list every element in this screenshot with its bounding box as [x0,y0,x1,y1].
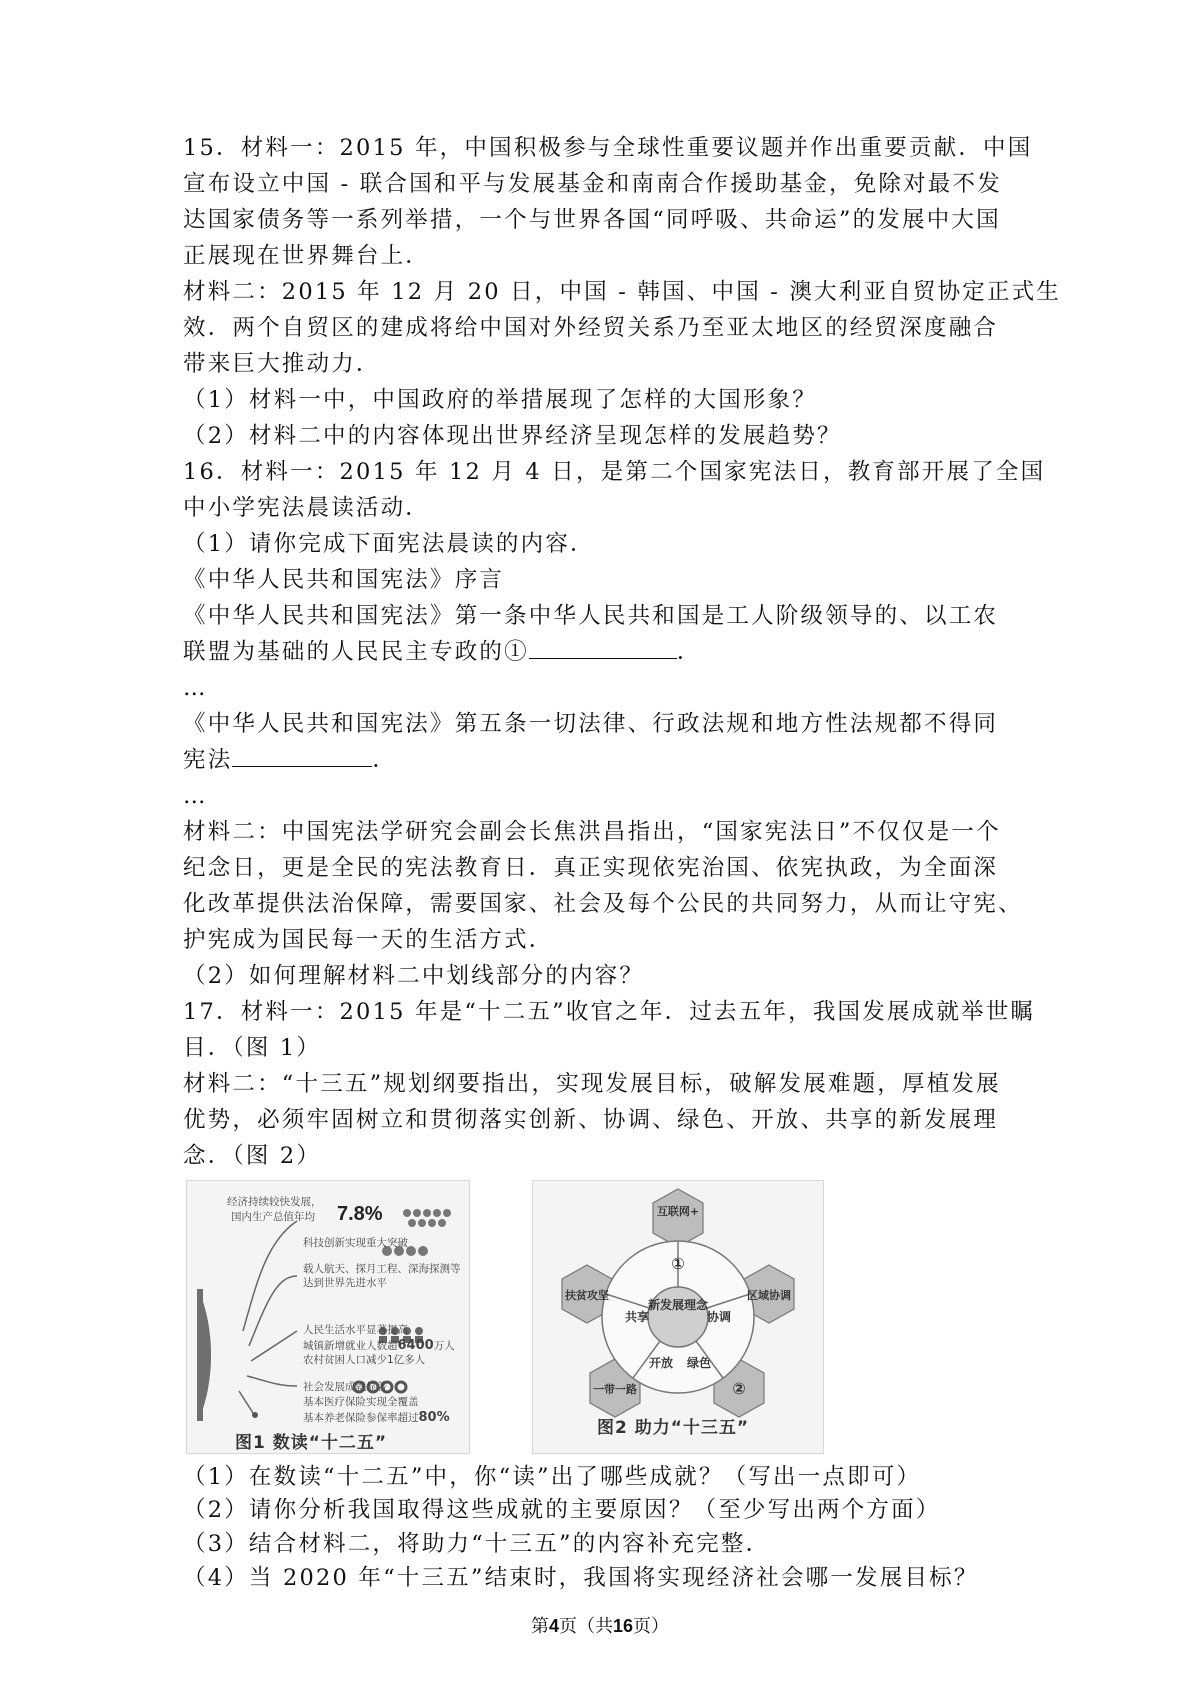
footer-suffix: 页） [633,1616,670,1637]
hex-slot-2: ② [732,1379,746,1398]
connector-line-5 [239,1391,253,1413]
q16-line-6-end: ． [676,639,702,665]
q15-line-7: 带来巨大推动力． [183,351,381,377]
page-footer [0,1612,1200,1638]
fig1-block3-line2-text: 城镇新增就业人数超 [303,1340,398,1352]
coin-icons-row-1 [403,1209,451,1227]
fig1-block2-line1: 科技创新实现重大突破 [303,1237,408,1249]
q16-question-2: （2）如何理解材料二中划线部分的内容？ [183,963,645,989]
footer-total-pages: 16 [612,1616,634,1636]
figure-2 [532,1180,824,1454]
hex-top-label: 互联网+ [656,1205,700,1218]
ring-label-open: 开放 [648,1356,674,1370]
q16-line-5: 《中华人民共和国宪法》第一条中华人民共和国是工人阶级领导的、以工农 [183,603,999,629]
footer-page-number: 4 [548,1616,559,1636]
q16-line-9: 材料二：中国宪法学研究会副会长焦洪昌指出，“国家宪法日”不仅仅是一个 [183,819,1001,845]
figure-2-caption: 图2 助力“十三五” [597,1418,750,1438]
ellipsis-1: … [183,675,208,701]
q15-line-6: 效．两个自贸区的建成将给中国对外经贸关系乃至亚太地区的经贸深度融合 [183,315,999,341]
fig1-block3-line2 [303,1339,455,1353]
fig1-block3-line3: 农村贫困人口减少1亿多人 [303,1354,426,1366]
fig1-pension-rate: 80% [418,1410,450,1425]
connector-line-3 [251,1331,297,1361]
q16-line-8 [183,742,397,778]
q16-line-6 [183,634,702,670]
q17-question-2: （2）请你分析我国取得这些成就的主要原因？（至少写出两个方面） [183,1497,941,1523]
fig1-gdp-growth: 7.8% [337,1203,383,1225]
q16-line-10: 纪念日，更是全民的宪法教育日．真正实现依宪治国、依宪执政，为全面深 [183,855,999,881]
figure-1-caption: 图1 数读“十二五” [235,1433,388,1453]
inner-circle [648,1287,708,1347]
q16-line-8-text: 宪法 [183,747,233,773]
fig1-block1-line1: 经济持续较快发展， [227,1196,322,1208]
q15-line-1: 15．材料一：2015 年，中国积极参与全球性重要议题并作出重要贡献．中国 [183,135,1033,161]
q17-question-1: （1）在数读“十二五”中，你“读”出了哪些成就？（写出一点即可） [183,1464,922,1490]
q15-line-4: 正展现在世界舞台上． [183,243,431,269]
figure-1 [186,1180,470,1454]
ring-label-green: 绿色 [686,1356,712,1370]
q16-line-12: 护宪成为国民每一天的生活方式． [183,927,554,953]
q16-line-7: 《中华人民共和国宪法》第五条一切法律、行政法规和地方性法规都不得同 [183,711,999,737]
q17-question-3: （3）结合材料二，将助力“十三五”的内容补充完整． [183,1531,771,1557]
q17-line-2: 目．（图 1） [183,1035,322,1061]
q15-line-2: 宣布设立中国 - 联合国和平与发展基金和南南合作援助基金，免除对最不发 [183,171,1002,197]
footer-prefix: 第 [530,1616,549,1637]
q17-line-1: 17．材料一：2015 年是“十二五”收官之年．过去五年，我国发展成就举世瞩 [183,999,1036,1025]
ring-label-coordination: 协调 [706,1310,732,1324]
half-circle-base [197,1289,203,1421]
q15-line-5: 材料二：2015 年 12 月 20 日，中国 - 韩国、中国 - 澳大利亚自贸协定正式生 [183,279,1062,305]
hex-bottom-left-label: 一带一路 [593,1383,637,1396]
fig1-block4-line3-text: 基本养老保险参保率超过 [303,1412,419,1424]
q17-question-4: （4）当 2020 年“十三五”结束时，我国将实现经济社会哪一发展目标？ [183,1565,979,1591]
fig1-employment-number: 6400 [397,1338,434,1353]
q16-line-11: 化改革提供法治保障，需要国家、社会及每个公民的共同努力，从而让守宪、 [183,891,1023,917]
ring-label-share: 共享 [624,1310,650,1324]
connector-dot [252,1412,258,1418]
hex-right-label: 区域协调 [747,1289,791,1302]
fig1-block4-line1: 社会发展成就显著 [303,1381,387,1393]
hex-left-label: 扶贫攻坚 [565,1289,609,1302]
connector-line-4 [247,1376,297,1386]
q16-line-2: 中小学宪法晨读活动． [183,495,431,521]
ellipsis-2: … [183,783,208,809]
fig1-block2-line2: 载人航天、探月工程、深海探测等 [303,1263,461,1275]
q17-line-5: 念．（图 2） [183,1143,322,1169]
q16-line-3: （1）请你完成下面宪法晨读的内容． [183,531,595,557]
q16-line-8-end: ． [372,747,398,773]
q17-line-3: 材料二：“十三五”规划纲要指出，实现发展目标，破解发展难题，厚植发展 [183,1071,1001,1097]
fig1-block4-line2: 基本医疗保险实现全覆盖 [303,1396,419,1408]
fig1-block3-line1: 人民生活水平显著提高 [303,1324,408,1336]
fig1-block4-line3 [303,1411,450,1425]
center-label: 新发展理念 [647,1298,709,1312]
q16-line-6-text: 联盟为基础的人民民主专政的① [183,639,529,665]
answer-blank-1[interactable] [529,634,677,659]
q15-line-3: 达国家债务等一系列举措，一个与世界各国“同呼吸、共命运”的发展中大国 [183,207,1001,233]
hex-top [653,1189,703,1247]
q17-line-4: 优势，必须牢固树立和贯彻落实创新、协调、绿色、开放、共享的新发展理 [183,1107,999,1133]
fig1-employment-unit: 万人 [433,1340,455,1352]
q15-question-2: （2）材料二中的内容体现出世界经济呈现怎样的发展趋势？ [183,423,842,449]
footer-mid: 页（共 [558,1616,613,1637]
figure-2-graphic [533,1181,823,1431]
q16-line-1: 16．材料一：2015 年 12 月 4 日，是第二个国家宪法日，教育部开展了全国 [183,459,1046,485]
fig1-block1-line2: 国内生产总值年均 [231,1211,315,1223]
q15-question-1: （1）材料一中，中国政府的举措展现了怎样的大国形象？ [183,387,818,413]
connector-line-1 [243,1221,297,1331]
fig1-block2-line3: 达到世界先进水平 [303,1277,387,1289]
ring-slot-1: ① [671,1254,685,1273]
answer-blank-2[interactable] [232,742,372,767]
q16-line-4: 《中华人民共和国宪法》序言 [183,567,505,593]
